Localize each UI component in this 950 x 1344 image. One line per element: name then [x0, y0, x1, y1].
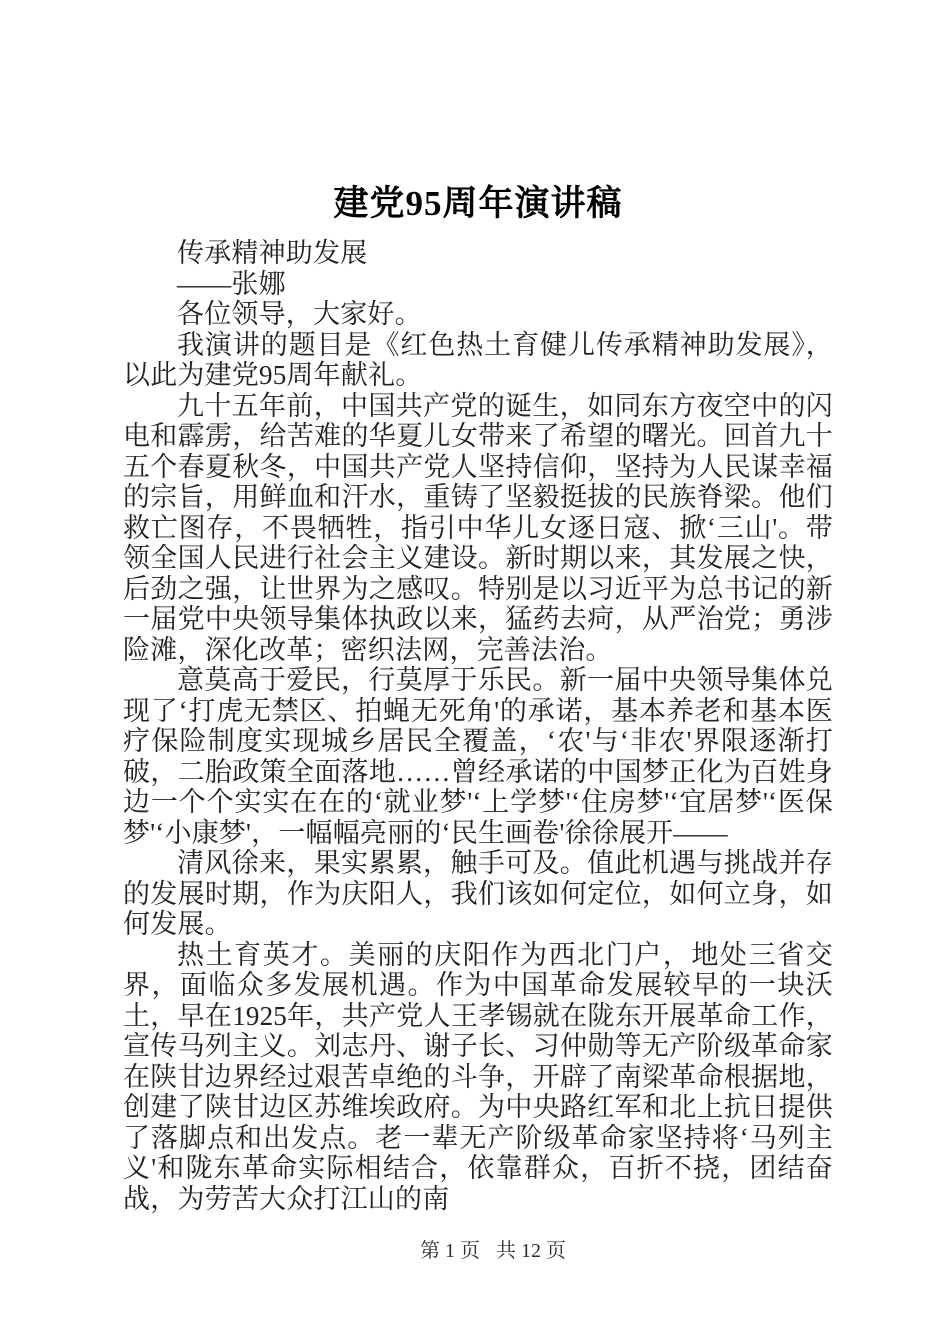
- paragraph: 各位领导，大家好。: [177, 299, 422, 329]
- paragraph: 意莫高于爱民，行莫厚于乐民。新一届中央领导集体兑现了‘打虎无禁区、拍蝇无死角'的承诺，基本养老和基本医疗保险制度实现城乡居民全覆盖，‘农'与‘非农'界限逐渐打破，二胎政策全面落地……曾经承诺的中国梦正化为百姓身边一个个实实在在的‘就业梦'‘上学梦'‘住房梦'‘宜居梦'‘医保梦'‘小康梦'，一幅幅亮丽的‘民生画卷'徐徐展开——: [123, 665, 833, 848]
- paragraph: 清风徐来，果实累累，触手可及。值此机遇与挑战并存的发展时期，作为庆阳人，我们该如何定位，如何立身，如何发展。: [123, 848, 833, 939]
- page-footer: [0, 1238, 950, 1264]
- page-number-current: 第 1 页: [420, 1240, 480, 1262]
- document-body: [123, 238, 833, 1214]
- paragraph: 热土育英才。美丽的庆阳作为西北门户，地处三省交界，面临众多发展机遇。作为中国革命发展较早的一块沃土，早在1925年，共产党人王孝锡就在陇东开展革命工作，宣传马列主义。刘志丹、谢子长、习仲勋等无产阶级革命家在陕甘边界经过艰苦卓绝的斗争，开辟了南梁革命根据地，创建了陕甘边区苏维埃政府。为中央路红军和北上抗日提供了落脚点和出发点。老一辈无产阶级革命家坚持将‘马列主义'和陇东革命实际相结合，依靠群众，百折不挠，团结奋战，为劳苦大众打江山的南: [123, 939, 833, 1214]
- paragraph: 我演讲的题目是《红色热土育健儿传承精神助发展》，以此为建党95周年献礼。: [123, 329, 833, 390]
- page-number-total: 共 12 页: [496, 1240, 566, 1262]
- document-title: 建党95周年演讲稿: [333, 184, 623, 223]
- paragraph: 传承精神助发展: [177, 238, 368, 268]
- paragraph: 九十五年前，中国共产党的诞生，如同东方夜空中的闪电和霹雳，给苦难的华夏儿女带来了希望的曙光。回首九十五个春夏秋冬，中国共产党人坚持信仰，坚持为人民谋幸福的宗旨，用鲜血和汗水，重铸了坚毅挺拔的民族脊梁。他们救亡图存，不畏牺牲，指引中华儿女逐日寇、掀‘三山'。带领全国人民进行社会主义建设。新时期以来，其发展之快，后劲之强，让世界为之感叹。特别是以习近平为总书记的新一届党中央领导集体执政以来，猛药去疴，从严治党；勇涉险滩，深化改革；密织法网，完善法治。: [123, 390, 833, 665]
- document-content: [123, 182, 833, 1214]
- paragraph: ——张娜: [177, 268, 286, 299]
